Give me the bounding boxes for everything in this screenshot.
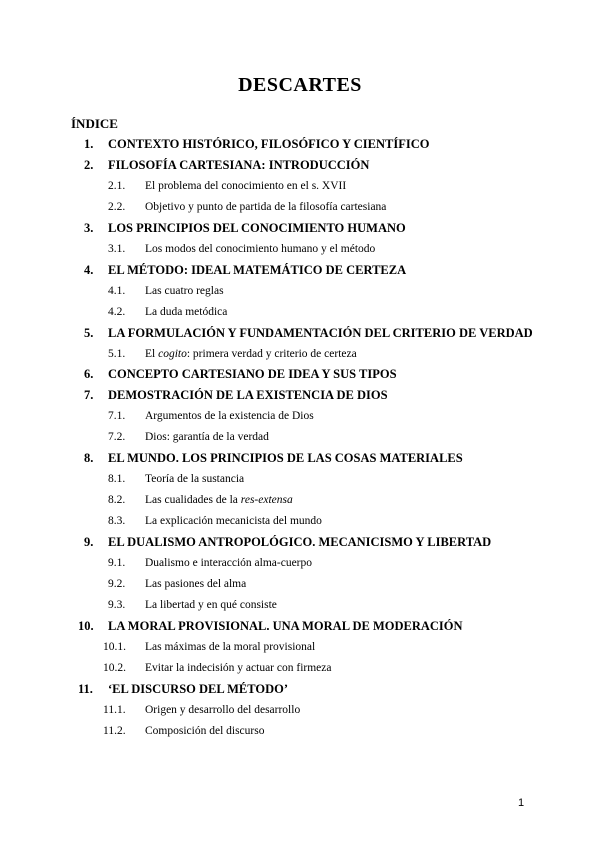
toc-subsection	[0, 597, 600, 615]
toc-title: LA MORAL PROVISIONAL. UNA MORAL DE MODERACIÓN	[108, 618, 463, 633]
toc-number: 4.2.	[108, 305, 126, 318]
toc-number: 9.3.	[108, 598, 126, 611]
toc-subsection	[0, 513, 600, 531]
toc-title: Evitar la indecisión y actuar con firmeza	[145, 661, 332, 674]
toc-subsection	[0, 304, 600, 322]
toc-title: ‘EL DISCURSO DEL MÉTODO’	[108, 681, 289, 696]
toc-title: Dios: garantía de la verdad	[145, 431, 269, 444]
toc-subsection	[0, 471, 600, 489]
toc-title: EL MÉTODO: IDEAL MATEMÁTICO DE CERTEZA	[108, 262, 407, 277]
toc-subsection	[0, 660, 600, 678]
toc-title: EL MUNDO. LOS PRINCIPIOS DE LAS COSAS MATERIALES	[108, 451, 463, 466]
toc-number: 3.1.	[108, 242, 126, 255]
toc-title: LOS PRINCIPIOS DEL CONOCIMIENTO HUMANO	[108, 220, 406, 235]
toc-section	[0, 618, 600, 636]
toc-title: CONCEPTO CARTESIANO DE IDEA Y SUS TIPOS	[108, 367, 397, 382]
toc-number: 11.1.	[103, 703, 126, 716]
toc-title: Origen y desarrollo del desarrollo	[145, 703, 301, 716]
toc-title: Argumentos de la existencia de Dios	[145, 410, 314, 423]
toc-number: 8.2.	[108, 494, 126, 507]
toc-title-text: El	[145, 347, 159, 360]
toc-subsection	[0, 492, 600, 510]
toc-section	[0, 325, 600, 343]
toc-title: Las máximas de la moral provisional	[145, 640, 316, 653]
toc-subsection	[0, 178, 600, 196]
toc-subsection	[0, 429, 600, 447]
toc-number: 7.1.	[108, 410, 126, 423]
toc-number: 8.3.	[108, 515, 126, 528]
index-heading: ÍNDICE	[71, 116, 118, 131]
toc-title-text: Las cualidades de la	[145, 494, 241, 507]
toc-title: CONTEXTO HISTÓRICO, FILOSÓFICO Y CIENTÍFICO	[108, 137, 430, 151]
toc-section	[0, 136, 600, 154]
toc-title: Objetivo y punto de partida de la filosofía cartesiana	[145, 200, 387, 213]
toc-title: Las cuatro reglas	[145, 284, 224, 297]
toc-title: La libertad y en qué consiste	[145, 598, 277, 611]
toc-section	[0, 220, 600, 238]
toc-subsection	[0, 555, 600, 573]
toc-subsection	[0, 199, 600, 217]
toc-subsection	[0, 639, 600, 657]
toc-number: 9.2.	[108, 577, 126, 590]
toc-subsection	[0, 241, 600, 259]
toc-number: 6.	[84, 367, 94, 382]
toc-number: 4.1.	[108, 284, 126, 297]
toc-title	[145, 492, 293, 508]
toc-number: 10.1.	[103, 640, 126, 653]
toc-subsection	[0, 283, 600, 301]
toc-number: 5.1.	[108, 347, 126, 360]
toc-title: Composición del discurso	[145, 724, 265, 737]
toc-section	[0, 681, 600, 699]
toc-section	[0, 534, 600, 552]
toc-number: 7.2.	[108, 431, 126, 444]
toc-number: 2.	[84, 157, 94, 172]
toc-subsection	[0, 723, 600, 741]
toc-title: La explicación mecanicista del mundo	[145, 515, 322, 528]
toc-number: 10.	[78, 618, 94, 633]
toc-title: Dualismo e interacción alma-cuerpo	[145, 557, 312, 569]
toc-title: Las pasiones del alma	[145, 577, 247, 590]
toc-number: 8.	[84, 451, 94, 466]
toc-subsection	[0, 576, 600, 594]
toc-section	[0, 366, 600, 384]
toc-subsection	[0, 346, 600, 364]
toc-number: 7.	[84, 388, 94, 403]
toc-title: La duda metódica	[145, 305, 228, 318]
toc-subsection	[0, 408, 600, 426]
toc-section	[0, 387, 600, 405]
toc-title: Teoría de la sustancia	[145, 473, 245, 486]
toc-title: DEMOSTRACIÓN DE LA EXISTENCIA DE DIOS	[108, 388, 388, 403]
toc-title-emphasis: cogito	[158, 347, 187, 360]
toc-number: 3.	[84, 220, 94, 235]
toc-title: Los modos del conocimiento humano y el método	[145, 242, 376, 255]
toc-section	[0, 157, 600, 175]
toc-number: 4.	[84, 262, 94, 277]
toc-subsection	[0, 702, 600, 720]
toc-number: 5.	[84, 325, 94, 340]
toc-section	[0, 262, 600, 280]
toc-title: El problema del conocimiento en el s. XVII	[145, 179, 347, 192]
toc-title-emphasis: res-extensa	[240, 494, 293, 507]
toc-number: 10.2.	[103, 661, 126, 674]
page-number: 1	[518, 797, 525, 809]
toc-title: EL DUALISMO ANTROPOLÓGICO. MECANICISMO Y LIBERTAD	[108, 535, 492, 550]
page-title: DESCARTES	[238, 74, 362, 96]
toc-title-text: : primera verdad y criterio de certeza	[186, 347, 357, 360]
toc-title	[145, 346, 357, 362]
toc-number: 9.1.	[108, 557, 126, 569]
toc-number: 8.1.	[108, 473, 126, 486]
toc-number: 11.	[78, 681, 93, 696]
toc-number: 9.	[84, 535, 94, 550]
toc-section	[0, 450, 600, 468]
toc-number: 2.1.	[108, 179, 126, 192]
toc-title: FILOSOFÍA CARTESIANA: INTRODUCCIÓN	[108, 157, 370, 172]
toc-number: 1.	[84, 137, 94, 151]
toc-number: 2.2.	[108, 200, 126, 213]
toc-number: 11.2.	[103, 724, 126, 737]
toc-title: LA FORMULACIÓN Y FUNDAMENTACIÓN DEL CRITERIO DE VERDAD	[108, 325, 533, 340]
